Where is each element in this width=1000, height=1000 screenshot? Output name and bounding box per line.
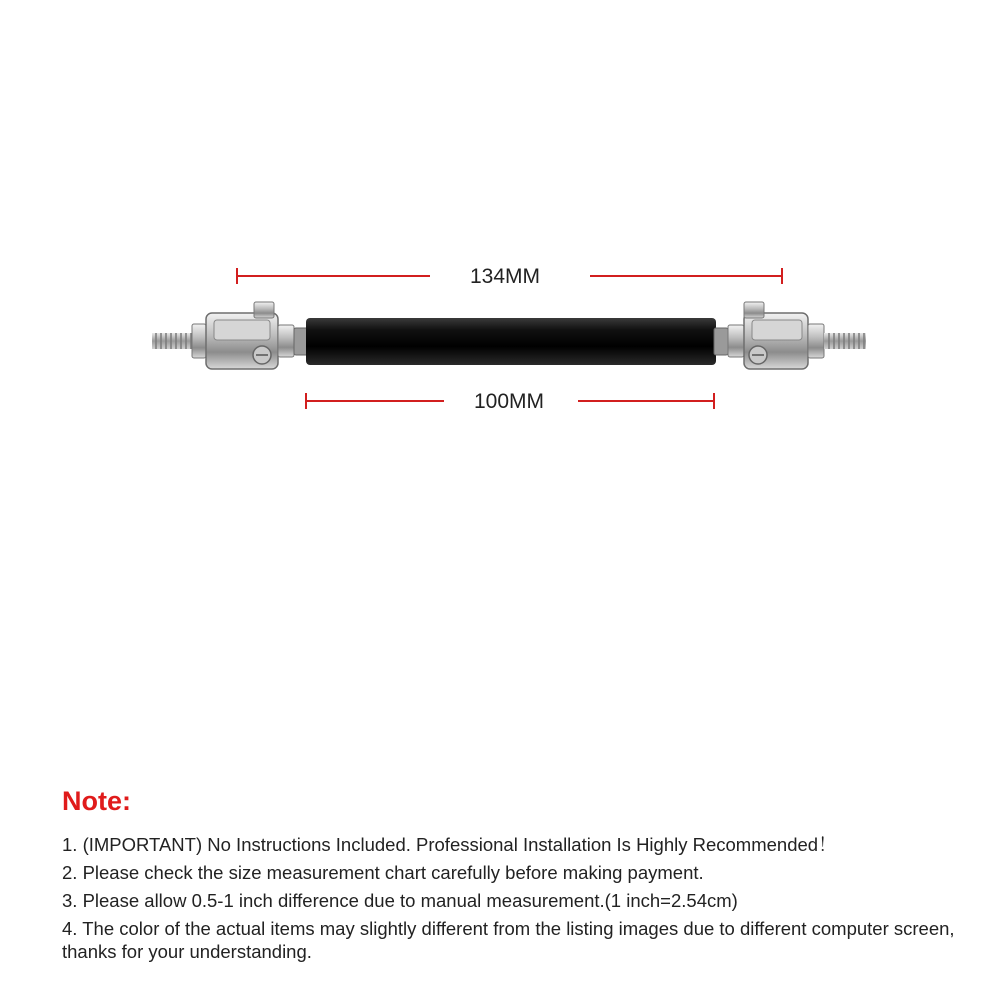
note-title: Note: (62, 786, 131, 816)
note-item: 1. (IMPORTANT) No Instructions Included. Professional Installation Is Highly Recommended！ (62, 834, 837, 855)
note-item: 3. Please allow 0.5-1 inch difference due to manual measurement.(1 inch=2.54cm) (62, 890, 738, 911)
left-clevis-joint (206, 302, 308, 369)
tube-length-label: 100MM (474, 390, 545, 413)
note-item: 4. The color of the actual items may slightly different from the listing images due to different computer screen, thanks for your understanding. (62, 918, 955, 962)
overall-length-label: 134MM (470, 265, 541, 288)
right-threaded-stud (808, 324, 866, 358)
note-item: 2. Please check the size measurement chart carefully before making payment. (62, 862, 704, 883)
left-threaded-stud (152, 324, 206, 358)
black-tube (306, 318, 716, 365)
right-clevis-joint (714, 302, 808, 369)
note-list (62, 833, 972, 968)
